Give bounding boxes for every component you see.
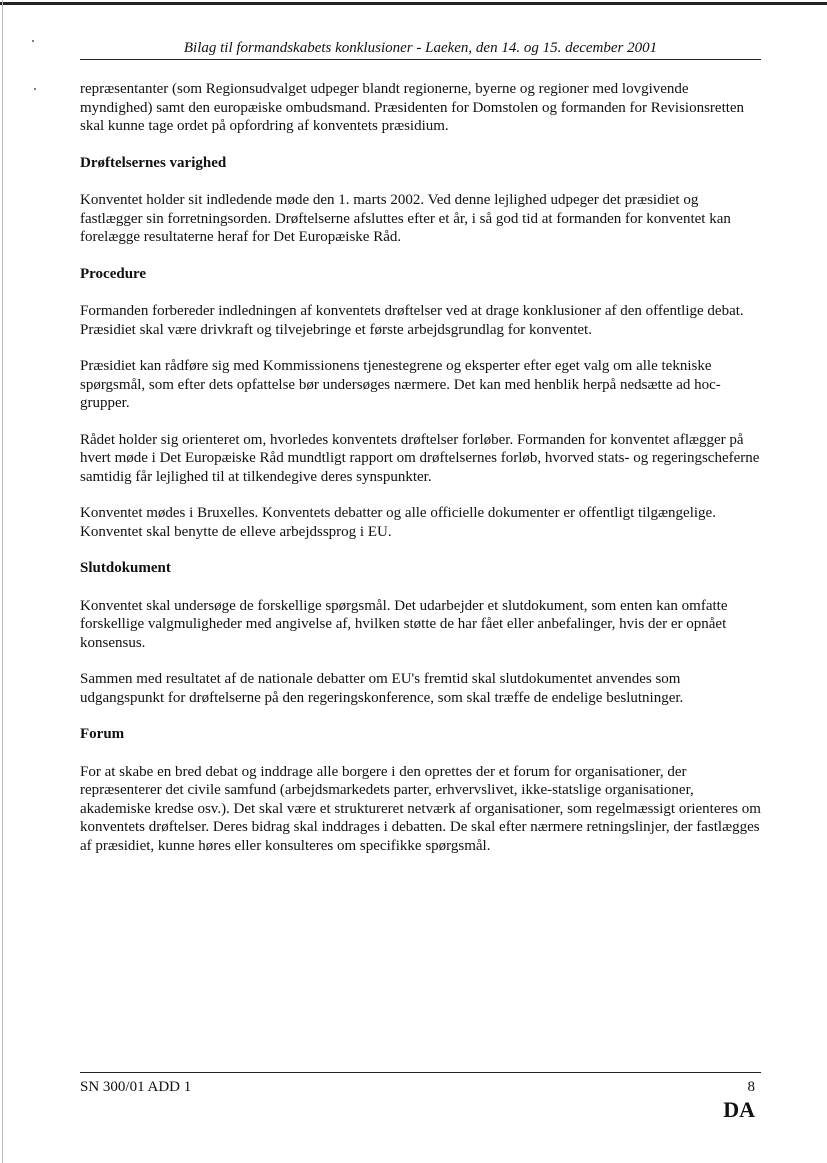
section-heading-forum: Forum — [80, 726, 125, 742]
footer-rule — [80, 1072, 761, 1073]
running-header: Bilag til formandskabets konklusioner - Laeken, den 14. og 15. december 2001 — [80, 39, 761, 60]
paragraph: Rådet holder sig orienteret om, hvorledes konventets drøftelser forløber. Formanden for konventet aflægger på hvert møde i Det Europæiske Råd mundtligt rapport om drøftelsernes forløb, hvorved stats- og regeringscheferne samtidig får lejlighed til at tilkendegive deres synspunkter. — [80, 431, 760, 485]
paragraph: Konventet holder sit indledende møde den 1. marts 2002. Ved denne lejlighed udpeger det præsidiet og fastlægger sin forretningsorden. Drøftelserne afsluttes efter et år, i så god tid at formanden for konventet kan forelægge resultaterne heraf for Det Europæiske Råd. — [80, 192, 731, 245]
language-code: DA — [723, 1097, 755, 1122]
scan-speck — [34, 88, 36, 90]
paragraph: Sammen med resultatet af de nationale debatter om EU's fremtid skal slutdokumentet anvendes som udgangspunkt for drøftelserne på den regeringskonference, som skal træffe de endelige beslutninger. — [80, 671, 684, 706]
left-scan-edge — [2, 0, 3, 1163]
document-body — [80, 80, 761, 873]
paragraph: For at skabe en bred debat og inddrage alle borgere i den oprettes der et forum for organisationer, der repræsenterer det civile samfund (arbejdsmarkedets parter, erhvervslivet, ikke-statslige organisationer, akademiske kredse osv.). Det skal være et struktureret netværk af organisationer, som regelmæssigt orienteres om konventets drøftelser. Deres bidrag skal inddrages i debatten. De skal efter nærmere retningslinjer, der fastlægges af præsidiet, kunne høres eller konsulteres om specifikke spørgsmål. — [80, 763, 761, 854]
paragraph: Konventet skal undersøge de forskellige spørgsmål. Det udarbejder et slutdokument, som enten kan omfatte forskellige valgmuligheder med angivelse af, hvilken støtte de har fået eller anbefalinger, hvis der er opnået konsensus. — [80, 597, 728, 651]
paragraph: Præsidiet kan rådføre sig med Kommissionens tjenestegrene og eksperter efter eget valg om alle tekniske spørgsmål, som efter dets opfattelse bør undersøges nærmere. Det kan med henblik herpå nedsætte ad hoc-grupper. — [80, 358, 721, 411]
page-number: 8 — [747, 1079, 755, 1095]
intro-paragraph: repræsentanter (som Regionsudvalget udpeger blandt regionerne, byerne og regioner med lovgivende myndighed) samt den europæiske ombudsmand. Præsidenten for Domstolen og formanden for Revisionsretten skal kunne tage ordet på opfordring af konventets præsidium. — [80, 81, 745, 134]
paragraph: Konventet mødes i Bruxelles. Konventets debatter og alle officielle dokumenter er offentligt tilgængelige. Konventet skal benytte de elleve arbejdssprog i EU. — [80, 505, 716, 540]
document-reference: SN 300/01 ADD 1 — [80, 1079, 192, 1095]
scan-speck — [32, 40, 34, 42]
paragraph: Formanden forbereder indledningen af konventets drøftelser ved at drage konklusioner af den offentlige debat. Præsidiet skal være drivkraft og tilvejebringe et første arbejdsgrundlag for konventet. — [80, 303, 744, 338]
section-heading-duration: Drøftelsernes varighed — [80, 154, 227, 171]
top-border-line — [0, 2, 827, 5]
section-heading-procedure: Procedure — [80, 265, 147, 282]
section-heading-final-document: Slutdokument — [80, 560, 171, 576]
